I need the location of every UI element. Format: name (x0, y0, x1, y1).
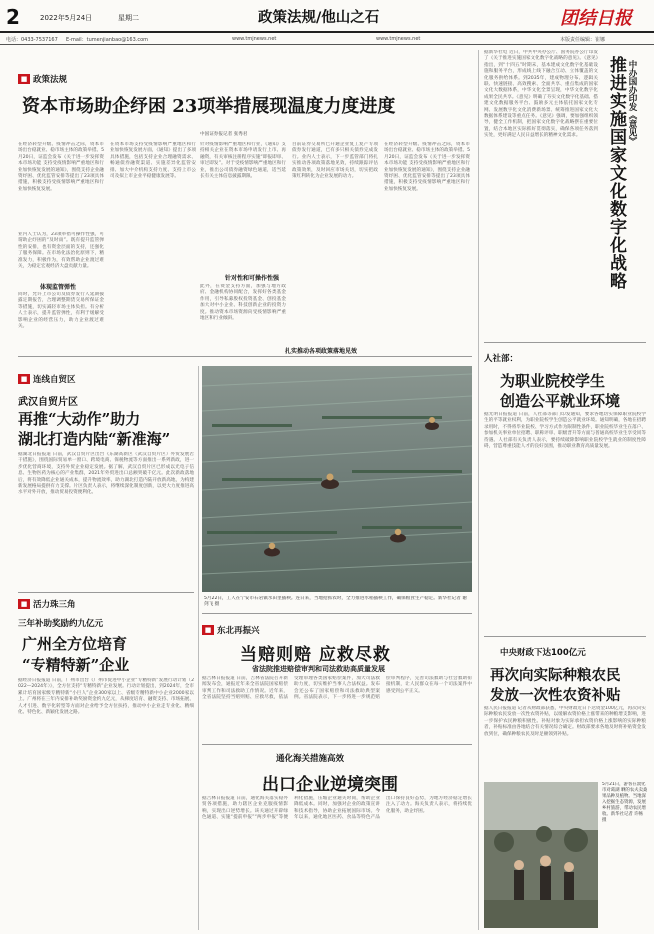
rule-under-culture (484, 342, 646, 343)
issue-date: 2022年5月24日 (40, 14, 93, 22)
capital-market-col-1: 在经济转型升级、疫情冲击之际，资本市场出台稳就业、稳市场主体的政策举措。5月20日，证监会发布《关于进一步发挥资本市场功能 支持受疫情影响严重地区和行业加快恢复发展的通知》，围绕支持企业融资纾困、优化监管安排等提出了23项具体措施，积极支持受疫情影响严重地区和行业加快恢复发展。 (18, 142, 104, 192)
photo-tourists-image (484, 782, 598, 928)
photo-rice-planting-image (202, 366, 472, 592)
grain-body: 据人民日报报道 记者从财政部获悉，中央财政近日下达资金100亿元，再次向实际种粮农民发放一次性农资补贴，以缓解农资价格上涨带来的种粮增支影响，进一步保护农民种粮积极性。补贴对象为实际承担农资价格上涨影响的实际种粮者，补贴标准由各地结合有关情况综合确定。财政部要求各地及时将补贴资金发放到位，确保种粮农民及时足额领到补贴。 (484, 706, 646, 737)
byline-capital-market: 中国证券报记者 张秀君 (200, 132, 248, 137)
subhead-implementation: 扎实推动各项政策落地见效 (285, 348, 358, 355)
rule-above-tonghua (202, 744, 472, 745)
rule-under-photo (202, 613, 472, 614)
column-rule (478, 50, 479, 930)
tonghua-body: 据吉林日报报道 日前，通化海关落实稳外贸各项措施，助力辖区企业克服疫情影响，实现出口逆势增长。该关通过开辟绿色通道、实施“提前申报”“两步申报”等便利化措施，压缩企业通关时间，帮助企业降低成本。同时，加强对企业的政策宣讲和技术指导，协助企业拓展国际市场。今年以来，通化地区医药、食品等特色产品出口保持良好态势，为地方经济稳定增长注入了动力。海关负责人表示，将持续优化服务，助企纾困。 (202, 796, 472, 821)
kicker-culture: 中办国办印发《意见》 (627, 60, 637, 145)
culture-body: 据新华社电 近日，中共中央办公厅、国务院办公厅印发了《关于推进实施国家文化数字化战略的意见》。《意见》指出，到“十四五”时期末，基本建成文化数字化基础设施和服务平台，形成线上线下融合互动、立体覆盖的文化服务供给体系。到2035年，建成物理分布、逻辑关联、快速链接、高效搜索、全面共享、重点集成的国家文化大数据体系，中华文化全景呈现，中华文化数字化成果全民共享。《意见》明确了夯实文化数字化基础、搭建文化数据服务平台、鼓励多元主体依托国家文化专网、发展数字化文化消费新场景、统筹推进国家文化大数据体系建设等重点任务。《意见》强调，要加强组织领导，健全工作机制，把国家文化数字化战略摆在重要位置，结合本地区实际抓好贯彻落实，确保各项任务落到实处，更好满足人民日益增长的精神文化需求。 (484, 50, 598, 139)
vocational-body: 据光明日报报道 日前，人社部等部门印发通知，要求各地切实保障职业院校学生的平等就业权利，为职业院校学生创造公平就业环境。通知明确，各地在招聘录用时，不得将毕业院校、学习方式作为限制性条件，职业院校毕业生在落户、参加机关事业单位招聘、职称评审、职级晋升等方面与普通高校毕业生享受同等待遇。人社部有关负责人表示，要持续破除影响职业院校学生就业的制度性障碍，营造尊重技能人才的良好氛围，推动职业教育高质量发展。 (484, 412, 646, 450)
capital-market-col-1b: 业内人士认为，23项举措可操作性强，可谓助企纾困的“及时雨”。既有提升监管弹性的安排，也有资金层面的支持，还强化了服务保障。在市场化法治化原则下，精准发力，积极作为，有效帮助企业渡过难关，为稳定宏观经济大盘贡献力量。 (18, 232, 104, 270)
headline-capital-market: 资本市场助企纾困 23项举措展现温度力度进度 (22, 96, 396, 117)
subhead-northeast: 省法院推进赔偿审判和司法救助高质量发展 (252, 665, 385, 673)
northeast-body: 据吉林日报报道 日前，吉林省法院召开新闻发布会，通报近年来全省法院国家赔偿审判工作和司法救助工作情况。近年来，全省法院坚持当赔则赔、应救尽救，依法受理审理各类国家赔偿案件，加大司法救助力度，切实维护当事人合法权益。发布会还公布了国家赔偿和司法救助典型案例。省法院表示，下一步将进一步规范赔偿审判程序，完善司法救助与社会救助衔接机制，让人民群众在每一个司法案件中感受到公平正义。 (202, 676, 472, 701)
header-website[interactable]: www.tmjnews.net (232, 36, 277, 42)
section-marker-icon: ■ (18, 599, 30, 609)
guangzhou-body: 据经济日报报道 日前，广州市出台《广州市促进中小企业“专精特新”发展行动计划（2022—2024年）》，全方位支持“专精特新”企业发展。行动计划提出，到2024年，全市累计培育国家级专精特新“小巨人”企业300家以上、省级专精特新中小企业2000家以上。广州将在三年内安排补助奖励资金约九亿元，从梯度培育、融资支持、市场拓展、人才引进、数字化转型等方面对企业给予全方位扶持，推动中小企业走专业化、精细化、特色化、新颖化发展之路。 (18, 678, 194, 716)
header-rule (0, 31, 654, 33)
headline-guangzhou-2: “专精特新”企业 (22, 656, 130, 674)
headline-grain-1: 再次向实际种粮农民 (490, 667, 621, 684)
headline-wuhan-2: 再推“大动作”助力 (18, 410, 141, 428)
kicker-tonghua: 通化海关措施高效 (276, 754, 345, 764)
kicker-vocational: 人社部： (484, 354, 519, 364)
section-marker-icon: ■ (18, 374, 30, 384)
headline-guangzhou-1: 广州全方位培育 (22, 635, 128, 653)
photo-rice-planting (202, 366, 472, 592)
section-label-policy: ■ 政策法规 (18, 73, 67, 84)
rule-above-guangzhou (18, 592, 194, 593)
masthead-logo: 团结日报 (560, 8, 632, 29)
section-marker-icon: ■ (18, 74, 30, 84)
subhead-regulatory-flexibility: 体现监管弹性 (40, 284, 77, 291)
kicker-grain: 中央财政下达100亿元 (500, 648, 586, 658)
photo-rice-planting-caption: 5月22日，工人在宁安市石岩镇水田里插秧。连日来，当地抢抓农时，全力推进水稻插秧工作，确保粮食生产稳定。新华社记者 谢剑飞 摄 (204, 596, 467, 608)
header-email: E-mail：tumenjianbao@163.com (66, 37, 149, 43)
headline-vocational-2: 创造公平就业环境 (500, 392, 621, 410)
wuhan-body: 据湖北日报报道 日前，武汉自贸片区出台《东湖高新区（武汉自贸片区）外贸发展若干措施》，围绕国际贸易单一窗口、跨境电商、保税物流等方面推出一系列新政，进一步优化营商环境，支持外贸企业稳定发展。据了解，武汉自贸片区已形成以光电子信息、生物医药为核心的产业集群，2021年外贸进出口总额突破千亿元。此次新政落地后，将有效降低企业通关成本，提升物流效率，助力湖北打造内陆开放新高地，为构建新发展格局提供有力支撑。片区负责人表示，将继续深化制度创新，以更大力度推进高水平对外开放，推动贸易投资便利化。 (18, 452, 194, 496)
section-title: 政策法规/他山之石 (258, 10, 380, 26)
header-phone: 电话：0433-7537167 (6, 37, 58, 43)
capital-market-col-3: 针对疫情影响严重地区和行业，《通知》支持相关企业在资本市场申请发行上市、再融资，有关审核注册程序实施“即报即审、审过即发”。对于受疫情影响严重地区和行业，推出公司债券融资绿色通道，适当延长有关主体信息披露期限。 (200, 142, 286, 180)
page-number: 2 (6, 5, 20, 29)
rule-under-capital (18, 356, 472, 357)
rule-under-vocational (484, 636, 646, 637)
capital-market-col-1c: 同时，允许上市公司及债券发行人延期披露定期报告，合理调整期货交易所保证金等措施，切实减轻市场主体负担。有分析人士表示，提升监管弹性，有利于缓解受影响企业的经营压力，助力企业渡过难关。 (18, 292, 104, 330)
header-website-alt[interactable]: www.tmjnews.net (376, 36, 421, 42)
headline-grain-2: 发放一次性农资补贴 (490, 687, 621, 704)
headline-northeast: 当赔则赔 应救尽救 (240, 645, 391, 665)
headline-vocational-1: 为职业院校学生 (500, 372, 606, 390)
section-label-northeast: ■ 东北再振兴 (202, 624, 260, 635)
capital-market-col-4: 目前证券交易所已开通企业复工复产专项债券发行通道，已有多只相关债券完成发行。业内人士表示，下一步监管部门将扎实推动各项政策落地见效，持续跟踪评估政策效果，及时回应市场关切，切实把政策红利转化为企业发展的动力。 (292, 142, 378, 180)
photo-tourists-caption: 5月21日，游客在敦化市对葛湖 晒的农夫卖桑果品种及植物。当地深入挖掘生态资源，发展乡村旅游，带动农民增收。新华社记者 许畅 摄 (602, 782, 648, 823)
capital-market-col-5: 在经济转型升级、疫情冲击之际，资本市场出台稳就业、稳市场主体的政策举措。5月20日，证监会发布《关于进一步发挥资本市场功能 支持受疫情影响严重地区和行业加快恢复发展的通知》，围绕支持企业融资纾困、优化监管安排等提出了23项具体措施，积极支持受疫情影响严重地区和行业加快恢复发展。 (384, 142, 470, 192)
column-rule-left (198, 366, 199, 930)
section-label-prd: ■ 活力珠三角 (18, 598, 76, 609)
kicker-guangzhou: 三年补助奖励约九亿元 (18, 619, 104, 629)
issue-weekday: 星期二 (118, 14, 139, 22)
editor-line: 本版责任编辑：崔娜 (560, 37, 606, 43)
capital-market-col-3b: 此外，在资金支持方面，加强与地方政府、金融机构协同配合，发挥好各类基金作用，引导私募股权投资基金、创投基金加大对中小企业、科技创新企业的投资力度。推动资本市场资源向受疫情影响严重地区和行业倾斜。 (200, 284, 286, 322)
page-header (0, 0, 654, 46)
photo-tourists (484, 782, 598, 928)
headline-wuhan-1: 武汉自贸片区 (18, 397, 78, 408)
headline-wuhan-3: 湖北打造内陆“新准海” (18, 430, 171, 448)
subhead-targeted: 针对性和可操作性强 (225, 275, 280, 282)
header-rule-2 (0, 44, 654, 45)
headline-tonghua: 出口企业逆境突围 (262, 775, 398, 795)
section-marker-icon: ■ (202, 625, 214, 635)
capital-market-col-2: 在资本市场支持受疫情影响严重地区和行业加快恢复发展方面，《通知》提出了多项具体措施，包括支持企业合理融资需求、畅通债券融资渠道、实施差异化监管安排、加大中介机构支持力度、支持上市公司及拟上市企业平稳健康发展等。 (110, 142, 196, 180)
headline-culture: 推进实施国家文化数字化战略 (606, 56, 626, 290)
section-label-ftz: ■ 连线自贸区 (18, 373, 76, 384)
